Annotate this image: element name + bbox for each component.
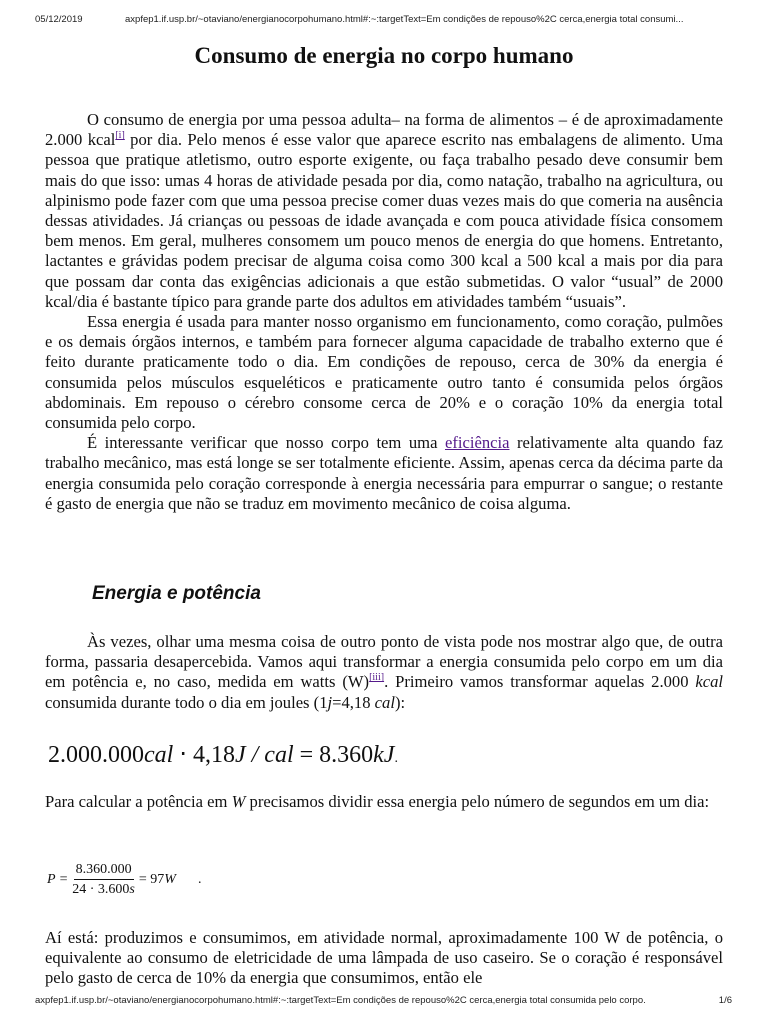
paragraph-consumo: O consumo de energia por uma pessoa adulta– na forma de alimentos – é de aproximadamente 2.000 kcal[i] por dia. Pelo menos é esse valor que aparece escrito nas embalagens de alimento. Uma pessoa que pratique atletismo, outro esporte exigente, ou faça trabalho pesado deve consumir bem mais do que isso: umas 4 horas de atividade pesada por dia, como natação, trabalho na agricultura, ou alpinismo pode fazer com que uma pessoa precise comer duas vezes mais do que comeria na ausência dessas atividades. Já crianças ou pessoas de idade avançada e com pouca atividade física consomem bem menos. Em geral, mulheres consomem um pouco menos de energia do que homens. Entretanto, lactantes e grávidas podem precisar de alguma coisa como 300 kcal a 500 kcal a mais por dia para que possam dar conta das exigências adicionais a que estão submetidas. O valor “usual” de 2000 kcal/dia é bastante típico para grande parte dos adultos em atividades também “usuais”. (45, 110, 724, 311)
paragraph-calculo-potencia: Para calcular a potência em W precisamos dividir essa energia pelo número de segundos em um dia: (45, 792, 710, 811)
print-url: axpfep1.if.usp.br/~otaviano/energianocorpohumano.html#:~:targetText=Em condições de repouso%2C cerca,energia total consumi... (125, 14, 684, 25)
footnote-ref-iii[interactable]: [iii] (369, 672, 385, 684)
section-body (45, 632, 723, 713)
print-date: 05/12/2019 (35, 14, 83, 25)
fraction: $\frac{8.360.000}{24 \cdot 3.600s}$ (72, 862, 135, 897)
article-body (45, 110, 723, 514)
paragraph-conclusao: Aí está: produzimos e consumimos, em atividade normal, aproximadamente 100 W de potência, o equivalente ao consumo de eletricidade de uma lâmpada de uso caseiro. Se o coração é responsável pelo gasto de cerca de 10% da energia que consumimos, então ele (45, 928, 723, 988)
paragraph-ponto-de-vista: Às vezes, olhar uma mesma coisa de outro ponto de vista pode nos mostrar algo que, de outra forma, passaria desapercebida. Vamos aqui transformar a energia consumida pelo corpo em um dia em potência e, no caso, medida em watts (W)[iii]. Primeiro vamos transformar aquelas 2.000 kcal consumida durante todo o dia em joules (1j=4,18 cal): (45, 632, 723, 712)
paragraph-eficiencia: É interessante verificar que nosso corpo tem uma eficiência relativamente alta quando faz trabalho mecânico, mas está longe se ser totalmente eficiente. Assim, apenas cerca da décima parte da energia consumida pelo coração corresponde à energia necessária para empurrar o sangue; o restante é gasto de energia que não se traduz em movimento mecânico de coisa alguma. (45, 433, 723, 513)
page-title: Consumo de energia no corpo humano (194, 43, 574, 68)
footer-url: axpfep1.if.usp.br/~otaviano/energianocorpohumano.html#:~:targetText=Em condições de repouso%2C cerca,energia total consumida pelo corpo. (35, 995, 646, 1006)
eficiencia-link[interactable]: eficiência (444, 433, 510, 453)
equation-potencia: P = $\frac{8.360.000}{24 \cdot 3.600s}$ = 97 W . (47, 862, 202, 897)
section-heading-energia-potencia: Energia e potência (92, 583, 261, 604)
footnote-ref-i[interactable]: [i] (115, 130, 125, 142)
paragraph-uso-energia: Essa energia é usada para manter nosso organismo em funcionamento, como coração, pulmões e os demais órgãos internos, e também para fornecer alguma capacidade de trabalho externo que é feito durante praticamente todo o dia. Em condições de repouso, cerca de 30% da energia é consumida pelos músculos esqueléticos e praticamente outro tanto é consumida pelos órgãos abdominais. Em repouso o cérebro consome cerca de 20% e o coração 10% da energia total consumida pelo corpo. (45, 312, 723, 433)
page-number: 1/6 (718, 995, 732, 1006)
equation-energia-joules: 2.000.000cal ⋅ 4,18J / cal = 8.360kJ. (48, 742, 398, 768)
